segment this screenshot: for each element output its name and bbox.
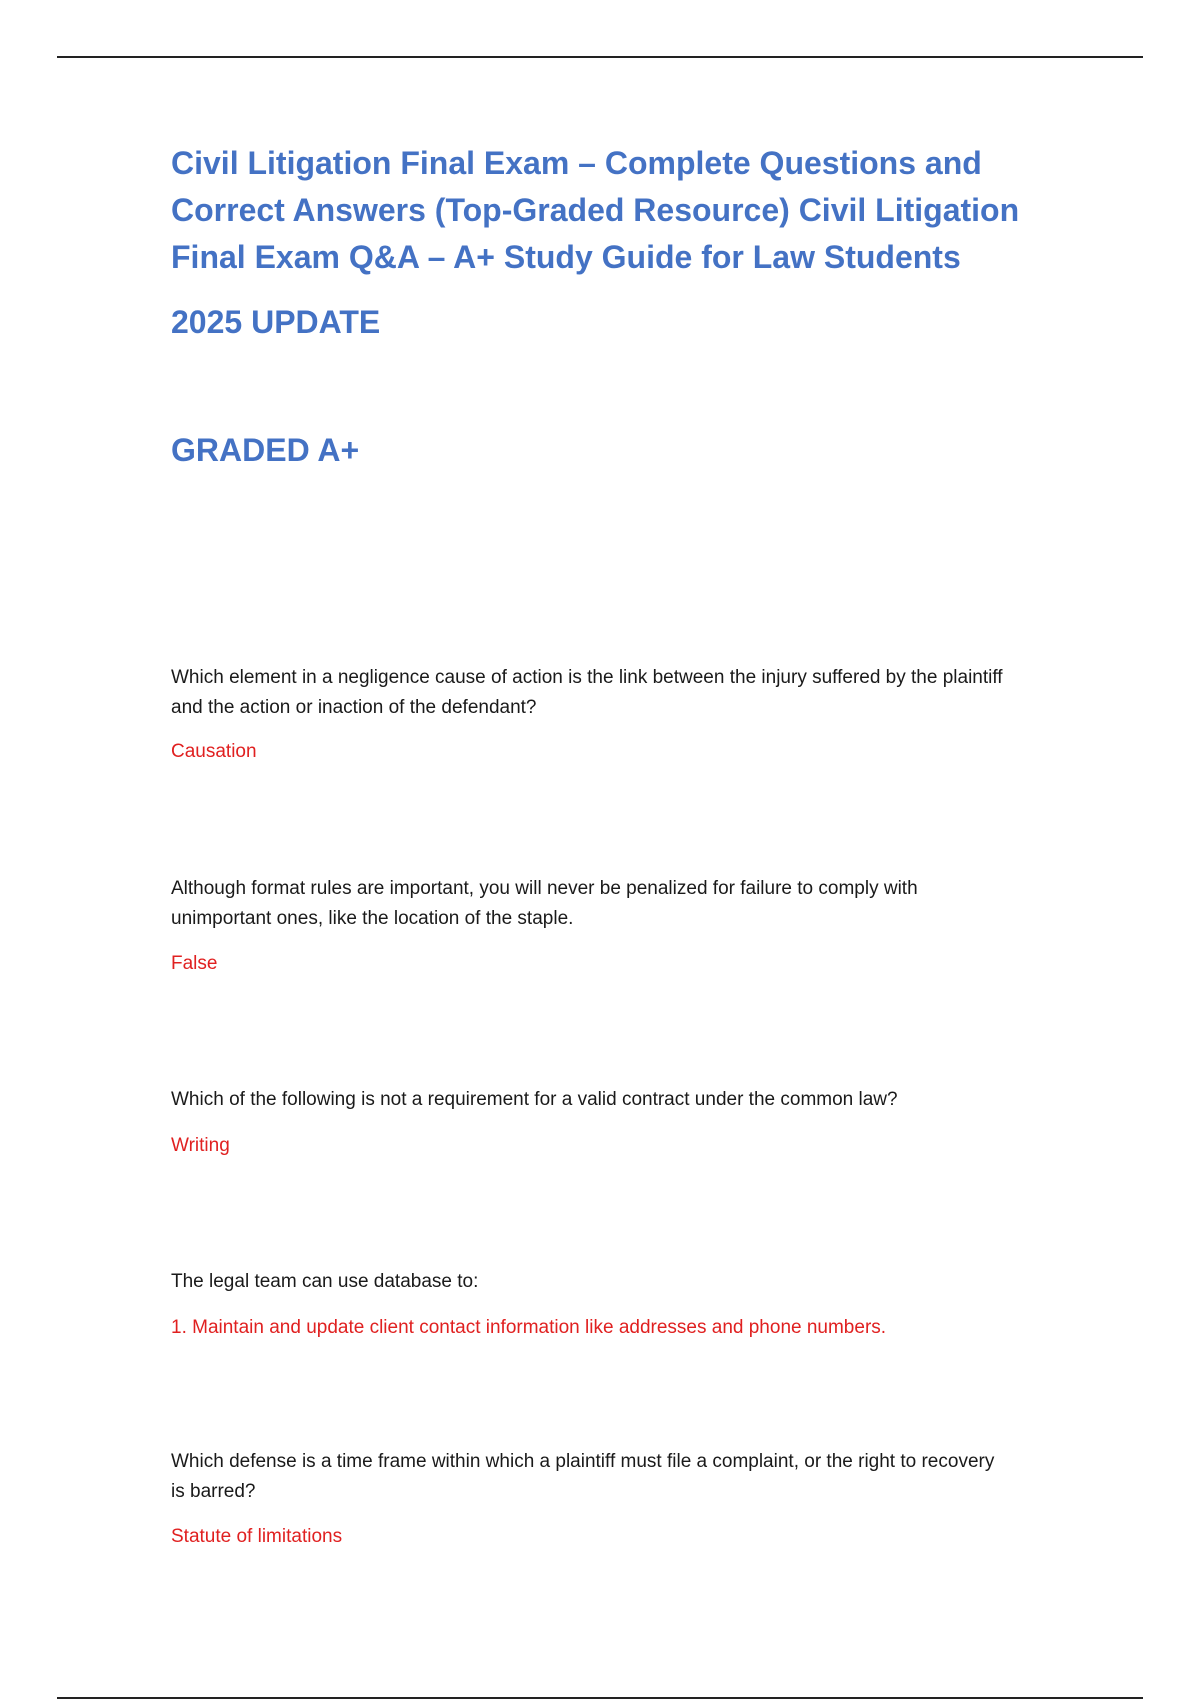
answer-1: Causation xyxy=(171,741,257,762)
grade-heading: GRADED A+ xyxy=(171,432,360,468)
answer-2: False xyxy=(171,953,218,974)
header-rule xyxy=(57,56,1143,58)
question-3: Which of the following is not a requirement for a valid contract under the common law? xyxy=(171,1089,898,1110)
answer-4: 1. Maintain and update client contact information like addresses and phone numbers. xyxy=(171,1317,887,1338)
question-4: The legal team can use database to: xyxy=(171,1271,479,1292)
update-heading: 2025 UPDATE xyxy=(171,304,381,340)
document-title: Civil Litigation Final Exam – Complete Questions and Correct Answers (Top-Graded Resource) Civil Litigation Final Exam Q&A – A+ Study Guide for Law Students xyxy=(171,145,1020,275)
answer-5: Statute of limitations xyxy=(171,1526,343,1547)
question-2: Although format rules are important, you will never be penalized for failure to comply with unimportant ones, like the location of the staple. xyxy=(171,878,918,929)
question-1: Which element in a negligence cause of action is the link between the injury suffered by the plaintiff and the action or inaction of the defendant? xyxy=(171,667,1003,718)
question-5: Which defense is a time frame within which a plaintiff must file a complaint, or the right to recovery is barred? xyxy=(171,1451,995,1502)
answer-3: Writing xyxy=(171,1135,230,1156)
footer-rule xyxy=(57,1697,1143,1699)
